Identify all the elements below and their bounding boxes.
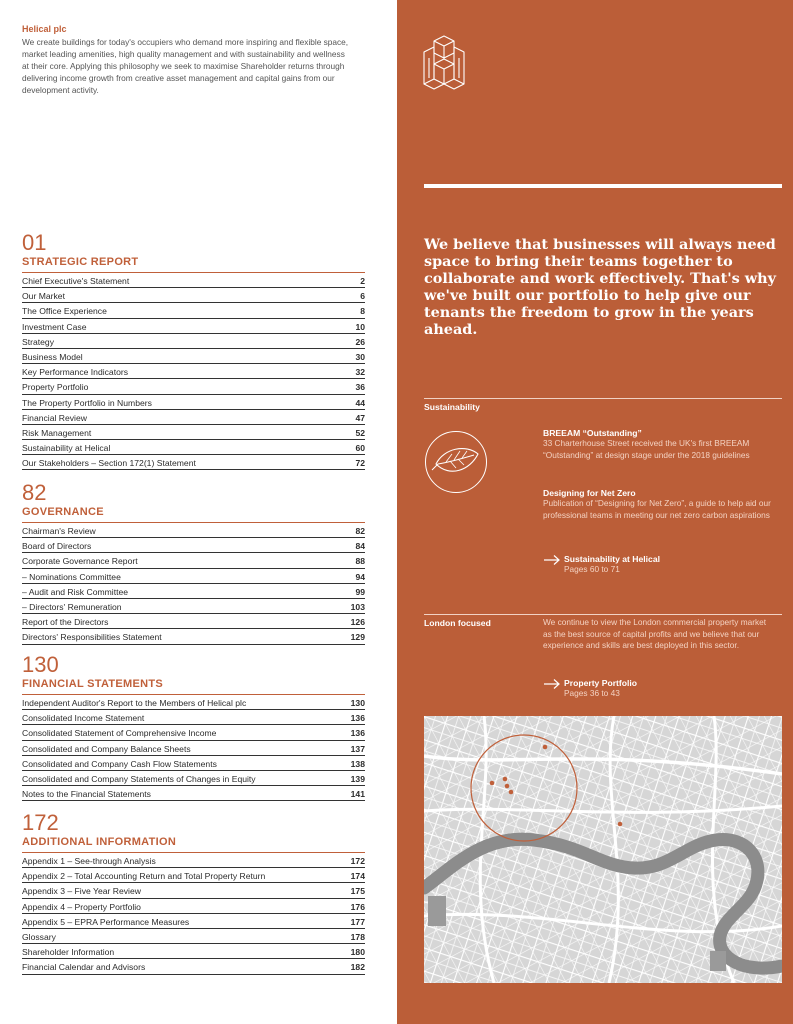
- toc-entry[interactable]: [22, 349, 365, 364]
- toc-entry-label[interactable]: Our Market: [22, 291, 65, 302]
- net-zero-body: Publication of “Designing for Net Zero”, a guide to help aid our professional teams in meeting our net zero carbon aspirations: [543, 498, 771, 520]
- breeam-title: BREEAM “Outstanding”: [543, 428, 642, 438]
- toc-entry-page: 129: [350, 632, 365, 643]
- section-financial-statements: [22, 654, 365, 801]
- toc-entry-page: 174: [350, 871, 365, 882]
- toc-entry-page: 84: [355, 541, 365, 552]
- toc-entry[interactable]: [22, 273, 365, 288]
- toc-entry-page: 26: [355, 336, 365, 347]
- toc-entry[interactable]: [22, 599, 365, 614]
- toc-entry[interactable]: [22, 899, 365, 914]
- toc-entry-page: 2: [360, 276, 365, 286]
- section-title: STRATEGIC REPORT: [22, 256, 365, 273]
- toc-entry[interactable]: [22, 569, 365, 584]
- toc-entry-label[interactable]: Consolidated Income Statement: [22, 713, 145, 724]
- section-number: 172: [22, 810, 59, 835]
- intro-body: We create buildings for today's occupiers who demand more inspiring and flexible space, market leading amenities, high quality management and with sustainability and wellness at their core. Applying this philosophy we seek to maximise Shareholder returns through delivering income growth from creative asset management and capital gains from our development activity.: [22, 37, 349, 95]
- toc-entry[interactable]: [22, 883, 365, 898]
- toc-entry[interactable]: [22, 440, 365, 455]
- toc-entry-label[interactable]: Appendix 5 – EPRA Performance Measures: [22, 916, 190, 927]
- toc-entry-label[interactable]: Consolidated and Company Cash Flow Statements: [22, 758, 217, 769]
- breeam-body: 33 Charterhouse Street received the UK's first BREEAM “Outstanding” at design stage under the 2018 guidelines: [543, 438, 750, 460]
- toc-entry-label[interactable]: Appendix 4 – Property Portfolio: [22, 901, 141, 912]
- london-body: We continue to view the London commercial property market as the best source of capital profits and we believe that our experience and skills are best deployed in this sector.: [543, 617, 767, 650]
- toc-entry-label[interactable]: Financial Review: [22, 412, 87, 423]
- toc-entry[interactable]: [22, 425, 365, 440]
- toc-entry-page: 178: [350, 931, 365, 942]
- toc-entry[interactable]: [22, 379, 365, 394]
- section-number: 82: [22, 480, 47, 505]
- toc-entry-label[interactable]: Appendix 1 – See-through Analysis: [22, 856, 156, 866]
- toc-entry-page: 176: [350, 901, 365, 912]
- toc-entry-label[interactable]: Consolidated Statement of Comprehensive Income: [22, 728, 217, 739]
- toc-entry[interactable]: [22, 395, 365, 410]
- toc-entry[interactable]: [22, 629, 365, 644]
- toc-entry[interactable]: [22, 288, 365, 303]
- toc-entry-label[interactable]: Chairman's Review: [22, 526, 96, 536]
- toc-entry[interactable]: [22, 756, 365, 771]
- toc-entry[interactable]: [22, 771, 365, 786]
- toc-entry-page: 36: [355, 382, 365, 393]
- toc-entry-page: 44: [355, 397, 365, 408]
- toc-entry-label[interactable]: Independent Auditor's Report to the Members of Helical plc: [22, 698, 247, 708]
- toc-entry-label[interactable]: Sustainability at Helical: [22, 443, 111, 454]
- toc-entry-page: 177: [350, 916, 365, 927]
- toc-entry[interactable]: [22, 584, 365, 599]
- intro-title: Helical plc: [22, 24, 67, 34]
- toc-entry-label[interactable]: Appendix 2 – Total Accounting Return and Total Property Return: [22, 871, 266, 882]
- toc-entry-page: 141: [350, 789, 365, 800]
- toc-entry[interactable]: [22, 538, 365, 553]
- toc-entry-page: 8: [360, 306, 365, 317]
- toc-entry-page: 136: [350, 728, 365, 739]
- arrow-right-icon: [543, 554, 561, 566]
- toc-entry-page: 94: [355, 571, 365, 582]
- toc-entry[interactable]: [22, 725, 365, 740]
- london-divider: [424, 614, 782, 615]
- toc-entry-label[interactable]: – Audit and Risk Committee: [22, 586, 129, 597]
- london-map: [424, 716, 782, 983]
- toc-entry-page: 47: [355, 412, 365, 423]
- toc-entry-label[interactable]: Our Stakeholders – Section 172(1) Statement: [22, 458, 196, 469]
- toc-entry-label[interactable]: Glossary: [22, 931, 56, 942]
- toc-entry-label[interactable]: Corporate Governance Report: [22, 556, 138, 567]
- toc-entry[interactable]: [22, 944, 365, 959]
- toc-entry[interactable]: [22, 710, 365, 725]
- toc-entry-label[interactable]: Investment Case: [22, 321, 87, 332]
- section-governance: [22, 482, 365, 645]
- london-feature: [543, 617, 773, 652]
- toc-entry-page: 10: [355, 321, 365, 332]
- toc-entry-page: 138: [350, 758, 365, 769]
- arrow-right-icon: [543, 678, 561, 690]
- toc-entry-label[interactable]: Risk Management: [22, 427, 92, 438]
- toc-entry-page: 82: [355, 526, 365, 536]
- toc-entry-label[interactable]: – Directors' Remuneration: [22, 601, 122, 612]
- property-portfolio-link-pages: Pages 36 to 43: [564, 688, 620, 698]
- toc-entry-label[interactable]: Property Portfolio: [22, 382, 89, 393]
- toc-entry-page: 52: [355, 427, 365, 438]
- section-title: ADDITIONAL INFORMATION: [22, 836, 365, 853]
- toc-entry-page: 180: [350, 947, 365, 958]
- toc-entry-page: 72: [355, 458, 365, 469]
- toc-entry[interactable]: [22, 959, 365, 974]
- toc-entry[interactable]: [22, 614, 365, 629]
- toc-entry-page: 30: [355, 351, 365, 362]
- toc-entry-page: 60: [355, 443, 365, 454]
- toc-entry-page: 137: [350, 743, 365, 754]
- feature-panel: [397, 0, 793, 1024]
- toc-entry-page: 32: [355, 367, 365, 378]
- sustainability-divider: [424, 398, 782, 399]
- toc-entry-page: 130: [350, 698, 365, 708]
- toc-entry[interactable]: [22, 334, 365, 349]
- sustainability-label: Sustainability: [424, 402, 480, 412]
- toc-entry-label[interactable]: Appendix 3 – Five Year Review: [22, 886, 141, 897]
- top-rule: [424, 184, 782, 188]
- toc-entry-page: 88: [355, 556, 365, 567]
- intro-block: [22, 24, 352, 96]
- toc-entry-label[interactable]: Financial Calendar and Advisors: [22, 962, 146, 973]
- toc-entry-page: 139: [350, 773, 365, 784]
- toc-entry[interactable]: [22, 523, 365, 538]
- leaf-icon: [424, 430, 488, 494]
- toc-entry-label[interactable]: Consolidated and Company Statements of Changes in Equity: [22, 773, 256, 784]
- toc-entry-label[interactable]: Key Performance Indicators: [22, 367, 129, 378]
- toc-entry[interactable]: [22, 914, 365, 929]
- net-zero-title: Designing for Net Zero: [543, 488, 636, 498]
- toc-entry-label[interactable]: The Office Experience: [22, 306, 107, 317]
- toc-entry[interactable]: [22, 741, 365, 756]
- toc-entry-label[interactable]: Business Model: [22, 351, 83, 362]
- helical-logo-icon: [421, 34, 467, 92]
- toc-entry-page: 99: [355, 586, 365, 597]
- toc-entry[interactable]: [22, 695, 365, 710]
- toc-entry-page: 126: [350, 617, 365, 628]
- sustainability-link-pages: Pages 60 to 71: [564, 564, 620, 574]
- section-strategic-report: [22, 232, 365, 470]
- toc-entry[interactable]: [22, 786, 365, 801]
- toc-entry[interactable]: [22, 364, 365, 379]
- toc-entry[interactable]: [22, 853, 365, 868]
- toc-entry-label[interactable]: Chief Executive's Statement: [22, 276, 130, 286]
- toc-entry-label[interactable]: Shareholder Information: [22, 947, 115, 958]
- toc-entry-label[interactable]: Consolidated and Company Balance Sheets: [22, 743, 191, 754]
- sustainability-link-title[interactable]: Sustainability at Helical: [564, 554, 660, 564]
- section-number: 130: [22, 652, 59, 677]
- toc-entry-label[interactable]: Directors' Responsibilities Statement: [22, 632, 162, 643]
- breeam-feature: [543, 428, 773, 461]
- toc-entry-page: 172: [350, 856, 365, 866]
- toc-entry[interactable]: [22, 410, 365, 425]
- sustainability-link[interactable]: [543, 554, 660, 574]
- toc-entry-label[interactable]: Notes to the Financial Statements: [22, 789, 151, 800]
- section-title: GOVERNANCE: [22, 506, 365, 523]
- toc-entry-label[interactable]: Strategy: [22, 336, 55, 347]
- section-additional-information: [22, 812, 365, 975]
- toc-entry-page: 136: [350, 713, 365, 724]
- toc-entry-label[interactable]: Report of the Directors: [22, 617, 109, 628]
- toc-entry-label[interactable]: Board of Directors: [22, 541, 92, 552]
- toc-entry[interactable]: [22, 553, 365, 568]
- mission-quote: We believe that businesses will always need space to bring their teams together to collaborate and work effectively. That's why we've built our portfolio to help give our tenants the freedom to grow in the years ahead.: [424, 236, 776, 338]
- toc-entry[interactable]: [22, 868, 365, 883]
- toc-entry-page: 182: [350, 962, 365, 973]
- property-portfolio-link-title[interactable]: Property Portfolio: [564, 678, 638, 688]
- toc-entry[interactable]: [22, 303, 365, 318]
- toc-entry[interactable]: [22, 455, 365, 470]
- toc-entry[interactable]: [22, 319, 365, 334]
- section-title: FINANCIAL STATEMENTS: [22, 678, 365, 695]
- toc-entry-page: 103: [350, 601, 365, 612]
- toc-entry[interactable]: [22, 929, 365, 944]
- toc-entry-label[interactable]: The Property Portfolio in Numbers: [22, 397, 152, 408]
- property-portfolio-link[interactable]: [543, 678, 637, 698]
- net-zero-feature: [543, 488, 773, 521]
- toc-entry-page: 175: [350, 886, 365, 897]
- toc-entry-page: 6: [360, 291, 365, 302]
- toc-entry-label[interactable]: – Nominations Committee: [22, 571, 121, 582]
- section-number: 01: [22, 230, 47, 255]
- london-label: London focused: [424, 618, 491, 628]
